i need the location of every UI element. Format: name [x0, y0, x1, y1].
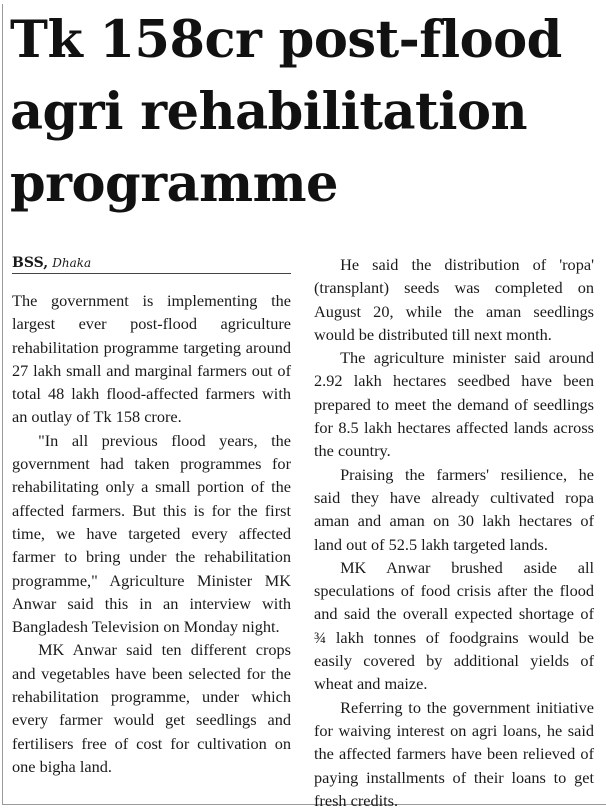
headline-line: programme: [10, 154, 338, 214]
article-headline: [10, 4, 602, 220]
article-column-right: [314, 253, 594, 812]
article-paragraph: "In all previous flood years, the government had taken programmes for rehabilitating only a small portion of the affected farmers. But this is for the first time, we have targeted every affected farmer to bring under the rehabilitation programme," Agriculture Minister MK Anwar said this in an interview with Bangladesh Television on Monday night.: [12, 430, 291, 637]
byline-agency: BSS,: [12, 255, 49, 271]
article-paragraph: The agriculture minister said around 2.92 lakh hectares seedbed have been prepared to meet the demand of seedlings for 8.5 lakh hectares affected lands across the country.: [314, 348, 594, 461]
article-paragraph: Referring to the government initiative for waiving interest on agri loans, he said the affected farmers have been relieved of paying installments of their loans to get fresh credits.: [314, 697, 594, 810]
article-paragraph: The government is implementing the largest ever post-flood agriculture rehabilitation programme targeting around 27 lakh small and marginal farmers out of total 48 lakh flood-affected farmers with an outlay of Tk 158 crore.: [12, 291, 291, 427]
article-paragraph: He said the distribution of 'ropa' (transplant) seeds was completed on August 20, while the aman seedlings would be distributed till next month.: [314, 255, 594, 344]
article-paragraph: MK Anwar said ten different crops and vegetables have been selected for the rehabilitation programme, under which every farmer would get seedlings and fertilisers free of cost for cultivation on one bigha land.: [12, 640, 291, 776]
clipping-left-border: [2, 4, 3, 804]
headline-line: Tk 158cr post-flood: [10, 10, 562, 70]
headline-line: agri rehabilitation: [10, 82, 528, 142]
byline-place: Dhaka: [52, 256, 92, 270]
byline: [12, 253, 291, 274]
article-column-left: [12, 289, 291, 778]
article-paragraph: Praising the farmers' resilience, he said they have already cultivated ropa aman and aman on 30 lakh hectares of land out of 52.5 lakh targeted lands.: [314, 464, 594, 554]
article-paragraph: MK Anwar brushed aside all speculations of food crisis after the flood and said the overall expected shortage of ¾ lakh tonnes of foodgrains would be easily covered by additional yields of wheat and maize.: [314, 557, 594, 694]
